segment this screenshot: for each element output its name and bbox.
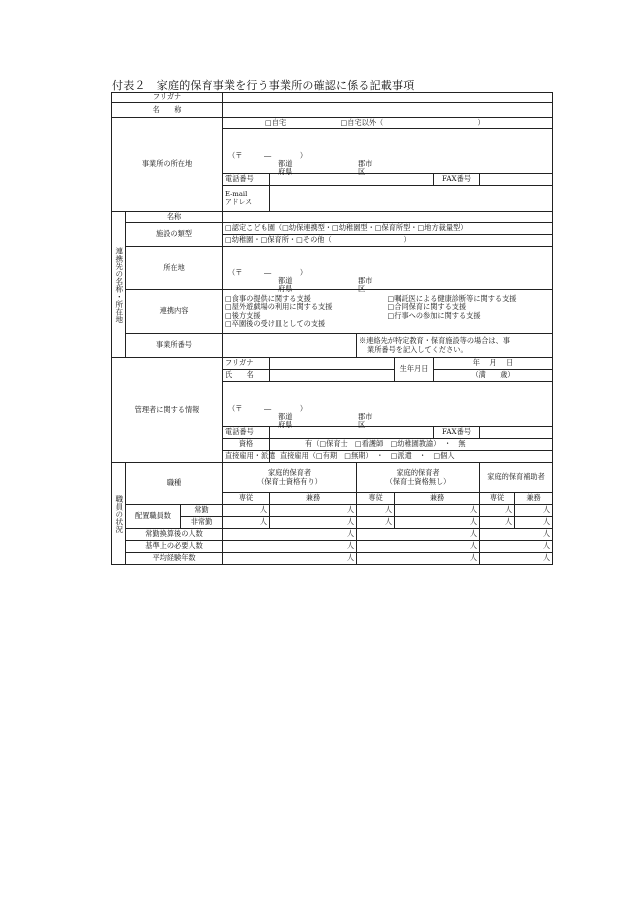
coop-option[interactable]: □行事への参加に関する支援: [387, 310, 481, 320]
manager-section-label: 管理者に関する情報: [112, 358, 223, 463]
count-cell[interactable]: 人: [357, 553, 480, 565]
partner-type-line1[interactable]: □認定こども園（□幼保連携型・□幼稚園型・□保育所型・□地方裁量型）: [223, 223, 553, 235]
col3-fulltime-header: 専従: [480, 493, 515, 505]
business-tel-label: 電話番号: [223, 174, 270, 186]
count-cell[interactable]: 人: [480, 505, 515, 517]
business-furigana-field[interactable]: [223, 93, 553, 103]
count-cell[interactable]: 人: [480, 541, 553, 553]
partner-name-field[interactable]: [223, 212, 553, 223]
business-address-field[interactable]: （〒 ― ） 都道 府県 郡市 区: [223, 129, 553, 174]
staff-experience-label: 平均経験年数: [126, 553, 223, 565]
staff-section-label: 職員の状況: [112, 463, 126, 565]
col2-concurrent-header: 兼務: [395, 493, 480, 505]
business-location-label: 事業所の所在地: [112, 118, 223, 212]
count-cell[interactable]: 人: [480, 517, 515, 529]
partner-office-no-field[interactable]: [223, 334, 357, 358]
coop-option[interactable]: □後方支援: [225, 310, 261, 320]
staff-col3-header: 家庭的保育補助者: [480, 463, 553, 493]
col1-concurrent-header: 兼務: [270, 493, 357, 505]
count-cell[interactable]: 人: [223, 517, 270, 529]
count-cell[interactable]: 人: [357, 529, 480, 541]
count-cell[interactable]: 人: [270, 505, 357, 517]
manager-tel-label: 電話番号: [223, 427, 270, 439]
staff-placed-label: 配置職員数: [126, 505, 181, 529]
manager-age-field[interactable]: （満 歳）: [434, 370, 553, 382]
home-option[interactable]: □自宅: [265, 117, 287, 127]
partner-name-label: 名称: [126, 212, 223, 223]
manager-fax-field[interactable]: [480, 427, 553, 439]
manager-name-label: 氏 名: [223, 370, 270, 382]
count-cell[interactable]: 人: [357, 517, 395, 529]
partner-type-label: 施設の類型: [126, 223, 223, 247]
partner-location-label: 所在地: [126, 247, 223, 290]
staff-irregular-label: 非常勤: [181, 517, 223, 529]
count-cell[interactable]: 人: [270, 517, 357, 529]
manager-tel-field[interactable]: [270, 427, 434, 439]
count-cell[interactable]: 人: [480, 553, 553, 565]
business-name-label: 名 称: [112, 103, 223, 118]
manager-name-field[interactable]: [270, 370, 395, 382]
manager-employ-options[interactable]: 直接雇用（□有期 □無期） ・ □派遣 ・ □個人: [270, 451, 553, 463]
confirmation-form-table: [111, 92, 553, 565]
staff-col1-header: 家庭的保育者 （保育士資格有り）: [223, 463, 357, 493]
partner-coop-options[interactable]: [223, 290, 553, 334]
coop-option[interactable]: □屋外遊戯場の利用に関する支援: [225, 302, 333, 312]
count-cell[interactable]: 人: [223, 541, 357, 553]
partner-coop-label: 連携内容: [126, 290, 223, 334]
count-cell[interactable]: 人: [480, 529, 553, 541]
business-email-label: E-mail アドレス: [223, 186, 270, 212]
form-title: 付表２ 家庭的保育事業を行う事業所の確認に係る記載事項: [112, 79, 415, 92]
manager-furigana-field[interactable]: [270, 358, 395, 370]
count-cell[interactable]: 人: [223, 553, 357, 565]
staff-type-label: 職種: [126, 463, 223, 505]
count-cell[interactable]: 人: [223, 529, 357, 541]
manager-furigana-label: フリガナ: [223, 358, 270, 370]
manager-qual-label: 資格: [223, 439, 270, 451]
manager-address-field[interactable]: （〒 ― ） 都道 府県 郡市 区: [223, 382, 553, 427]
coop-option[interactable]: □食事の提供に関する支援: [225, 294, 311, 304]
col2-fulltime-header: 専従: [357, 493, 395, 505]
business-furigana-label: フリガナ: [112, 93, 223, 103]
business-fax-label: FAX番号: [434, 174, 480, 186]
staff-fte-label: 常勤換算後の人数: [126, 529, 223, 541]
other-option[interactable]: □自宅以外（: [340, 117, 384, 127]
staff-required-label: 基準上の必要人数: [126, 541, 223, 553]
partner-office-no-label: 事業所番号: [126, 334, 223, 358]
coop-option[interactable]: □嘱託医による健康診断等に関する支援: [387, 294, 517, 304]
col1-fulltime-header: 専従: [223, 493, 270, 505]
staff-regular-label: 常勤: [181, 505, 223, 517]
manager-birth-field[interactable]: 年 月 日: [434, 358, 553, 370]
partner-office-no-note: ※連絡先が特定教育・保育施設等の場合は、事 業所番号を記入してください。: [357, 334, 553, 358]
count-cell[interactable]: 人: [395, 517, 480, 529]
manager-birth-label: 生年月日: [395, 358, 434, 382]
col3-concurrent-header: 兼務: [515, 493, 553, 505]
count-cell[interactable]: 人: [515, 517, 553, 529]
coop-option[interactable]: □卒園後の受け皿としての支援: [225, 318, 326, 328]
count-cell[interactable]: 人: [515, 505, 553, 517]
business-name-field[interactable]: [223, 103, 553, 118]
manager-qual-options[interactable]: 有（□保育士 □看護師 □幼稚園教諭） ・ 無: [270, 439, 553, 451]
coop-option[interactable]: □合同保育に関する支援: [387, 302, 467, 312]
count-cell[interactable]: 人: [395, 505, 480, 517]
manager-fax-label: FAX番号: [434, 427, 480, 439]
partner-type-line2[interactable]: □幼稚園・□保育所・□その他（ ）: [223, 235, 553, 247]
count-cell[interactable]: 人: [223, 505, 270, 517]
business-home-choice[interactable]: □自宅 □自宅以外（ ）: [223, 118, 553, 129]
manager-employ-label: 直接雇用・派遣: [223, 451, 270, 463]
staff-col2-header: 家庭的保育者 （保育士資格無し）: [357, 463, 480, 493]
count-cell[interactable]: 人: [357, 505, 395, 517]
partner-section-label: 連携先の名称・所在地: [112, 212, 126, 358]
business-fax-field[interactable]: [480, 174, 553, 186]
business-tel-field[interactable]: [270, 174, 434, 186]
partner-address-field[interactable]: （〒 ― ） 都道 府県 郡市 区: [223, 247, 553, 290]
business-email-field[interactable]: [270, 186, 553, 212]
count-cell[interactable]: 人: [357, 541, 480, 553]
